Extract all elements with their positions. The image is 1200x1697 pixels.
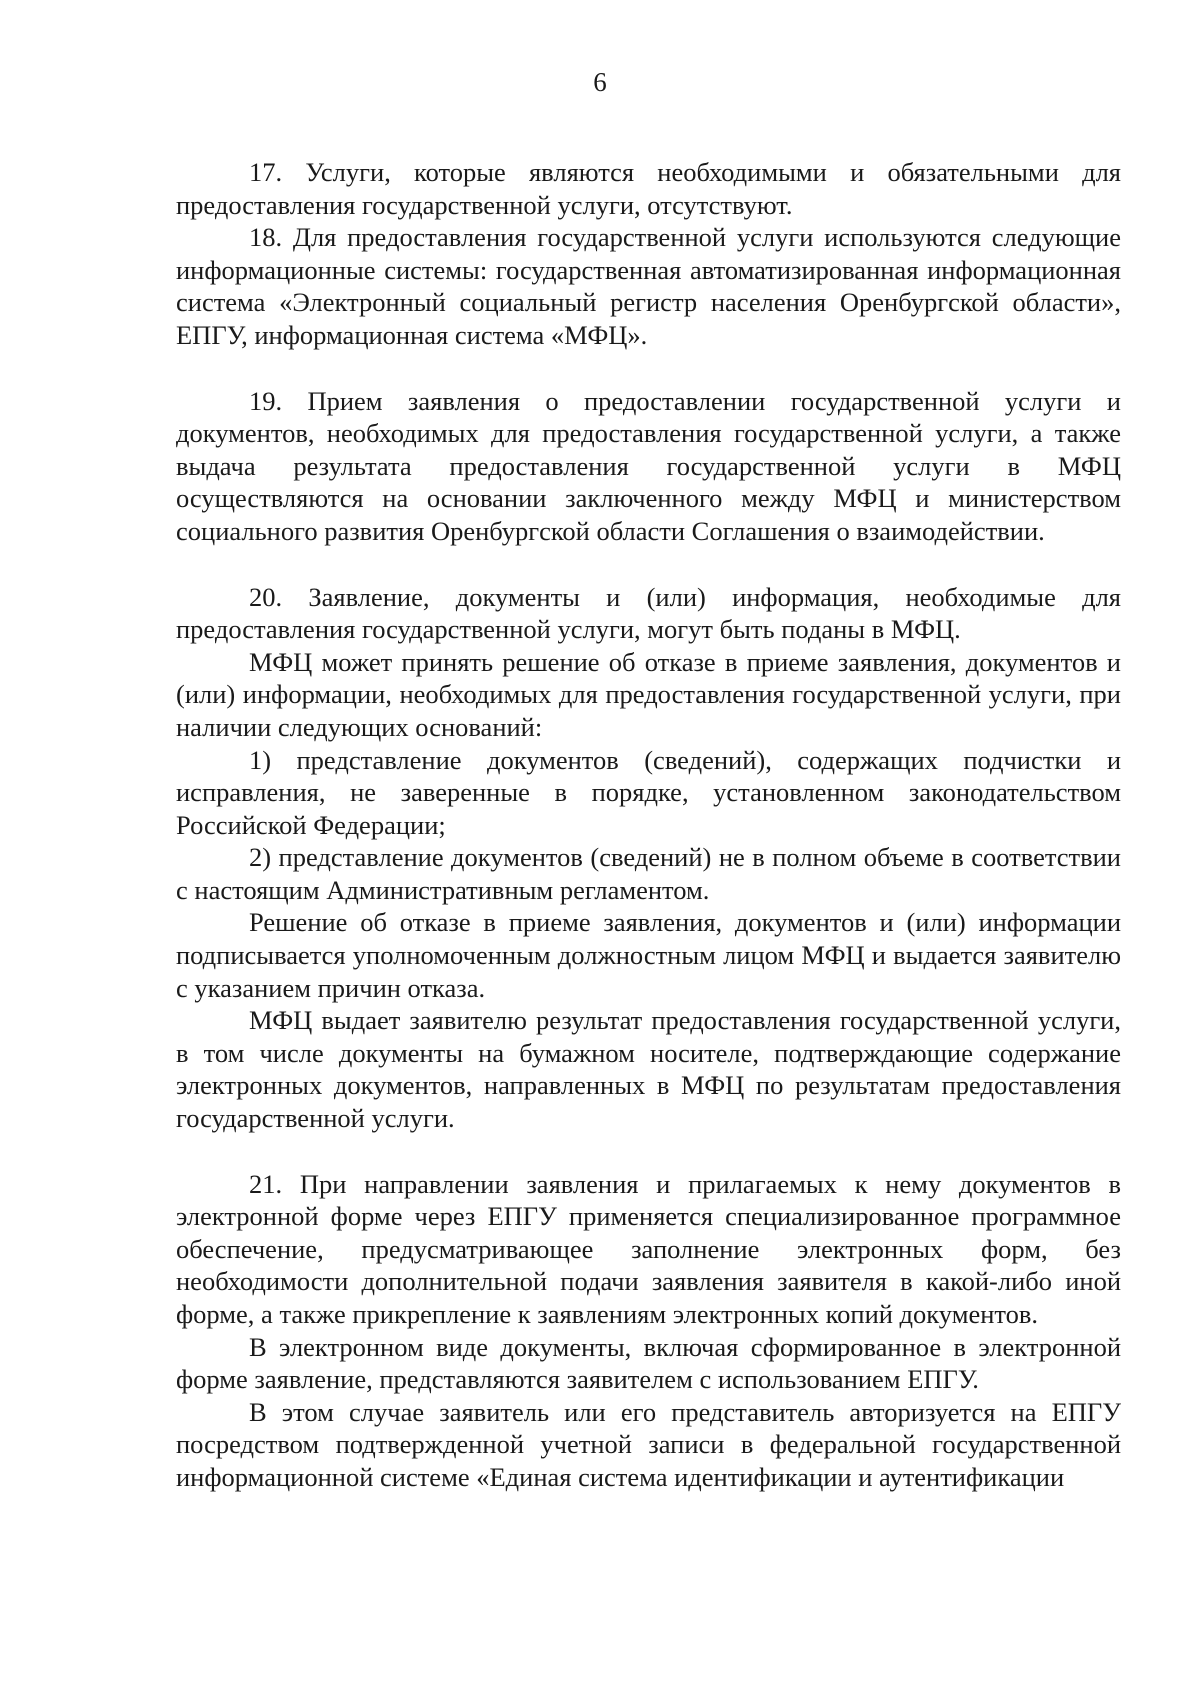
document-body: [176, 156, 1121, 1494]
paragraph-20-item-1: 1) представление документов (сведений), содержащих подчистки и исправления, не заверенные в порядке, установленном законодательством Российской Федерации;: [176, 744, 1121, 840]
paragraph-20-refusal: МФЦ может принять решение об отказе в приеме заявления, документов и (или) информации, необходимых для предоставления государственной услуги, при наличии следующих оснований:: [176, 646, 1121, 742]
paragraph-17: 17. Услуги, которые являются необходимыми и обязательными для предоставления государственной услуги, отсутствуют.: [176, 157, 1121, 220]
paragraph-18: 18. Для предоставления государственной услуги используются следующие информационные системы: государственная автоматизированная информационная система «Электронный социальный регистр населения Оренбургской области», ЕПГУ, информационная система «МФЦ».: [176, 222, 1121, 350]
paragraph-20-decision: Решение об отказе в приеме заявления, документов и (или) информации подписывается уполномоченным должностным лицом МФЦ и выдается заявителю с указанием причин отказа.: [176, 907, 1121, 1003]
paragraph-21: 21. При направлении заявления и прилагаемых к нему документов в электронной форме через ЕПГУ применяется специализированное программное обеспечение, предусматривающее заполнение электронных форм, без необходимости дополнительной подачи заявления заявителя в какой-либо иной форме, а также прикрепление к заявлениям электронных копий документов.: [176, 1168, 1121, 1329]
page-number: 6: [593, 67, 607, 97]
paragraph-21-electronic: В электронном виде документы, включая сформированное в электронной форме заявление, представляются заявителем с использованием ЕПГУ.: [176, 1331, 1121, 1395]
paragraph-19: 19. Прием заявления о предоставлении государственной услуги и документов, необходимых для предоставления государственной услуги, а также выдача результата предоставления государственной услуги в МФЦ осуществляются на основании заключенного между МФЦ и министерством социального развития Оренбургской области Соглашения о взаимодействии.: [176, 385, 1121, 546]
paragraph-21-authorization: В этом случае заявитель или его представитель авторизуется на ЕПГУ посредством подтвержденной учетной записи в федеральной государственной информационной системе «Единая система идентификации и аутентификации: [176, 1396, 1121, 1492]
paragraph-20: 20. Заявление, документы и (или) информация, необходимые для предоставления государственной услуги, могут быть поданы в МФЦ.: [176, 581, 1121, 645]
paragraph-20-result: МФЦ выдает заявителю результат предоставления государственной услуги, в том числе документы на бумажном носителе, подтверждающие содержание электронных документов, направленных в МФЦ по результатам предоставления государственной услуги.: [176, 1005, 1121, 1134]
paragraph-20-item-2: 2) представление документов (сведений) не в полном объеме в соответствии с настоящим Административным регламентом.: [176, 842, 1121, 905]
